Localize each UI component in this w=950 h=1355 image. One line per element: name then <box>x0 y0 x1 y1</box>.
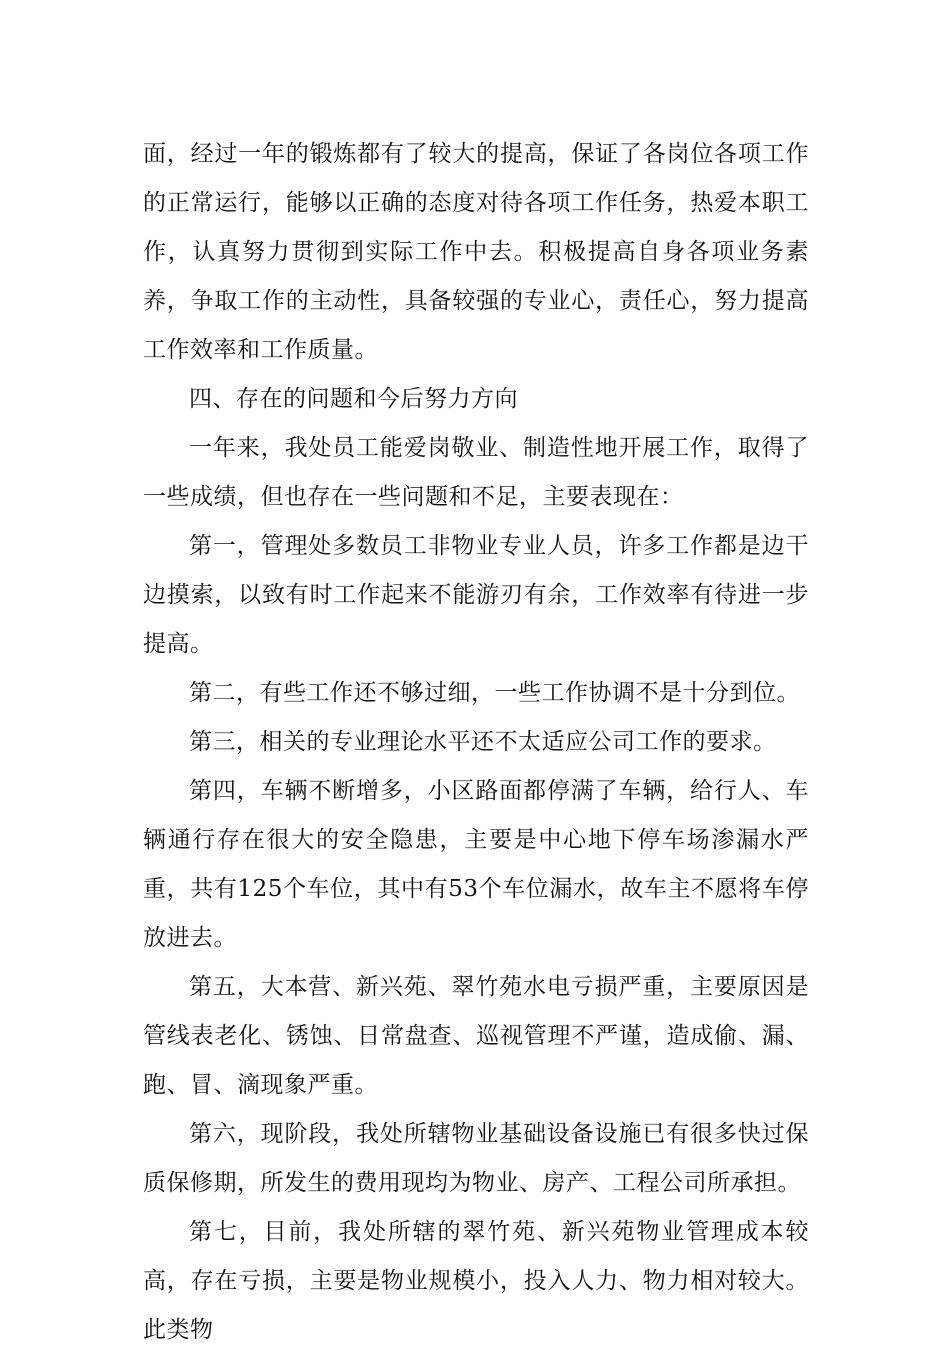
section-heading: 四、存在的问题和今后努力方向 <box>189 386 518 412</box>
paragraph-item-1: 第一，管理处多数员工非物业专业人员，许多工作都是边干边摸索，以致有时工作起来不能游刃有余，工作效率有待进一步提高。 <box>143 533 809 657</box>
document-body <box>143 130 809 1355</box>
paragraph-item-6: 第六，现阶段，我处所辖物业基础设备设施已有很多快过保质保修期，所发生的费用现均为物业、房产、工程公司所承担。 <box>143 1121 809 1196</box>
paragraph-item-4: 第四，车辆不断增多，小区路面都停满了车辆，给行人、车辆通行存在很大的安全隐患，主要是中心地下停车场渗漏水严重，共有125个车位，其中有53个车位漏水，故车主不愿将车停放进去。 <box>143 778 809 951</box>
paragraph-item-7: 第七，目前，我处所辖的翠竹苑、新兴苑物业管理成本较高，存在亏损，主要是物业规模小，投入人力、物力相对较大。此类物 <box>143 1219 809 1343</box>
paragraph-item-3: 第三，相关的专业理论水平还不太适应公司工作的要求。 <box>189 729 777 755</box>
paragraph-item-2: 第二，有些工作还不够过细，一些工作协调不是十分到位。 <box>189 680 800 706</box>
paragraph-intro: 一年来，我处员工能爱岗敬业、制造性地开展工作，取得了一些成绩，但也存在一些问题和不足，主要表现在： <box>143 435 809 510</box>
paragraph-continuation: 面，经过一年的锻炼都有了较大的提高，保证了各岗位各项工作的正常运行，能够以正确的态度对待各项工作任务，热爱本职工作，认真努力贯彻到实际工作中去。积极提高自身各项业务素养，争取工作的主动性，具备较强的专业心，责任心，努力提高工作效率和工作质量。 <box>143 141 809 363</box>
paragraph-item-5: 第五，大本营、新兴苑、翠竹苑水电亏损严重，主要原因是管线表老化、锈蚀、日常盘查、巡视管理不严谨，造成偷、漏、跑、冒、滴现象严重。 <box>143 974 809 1098</box>
